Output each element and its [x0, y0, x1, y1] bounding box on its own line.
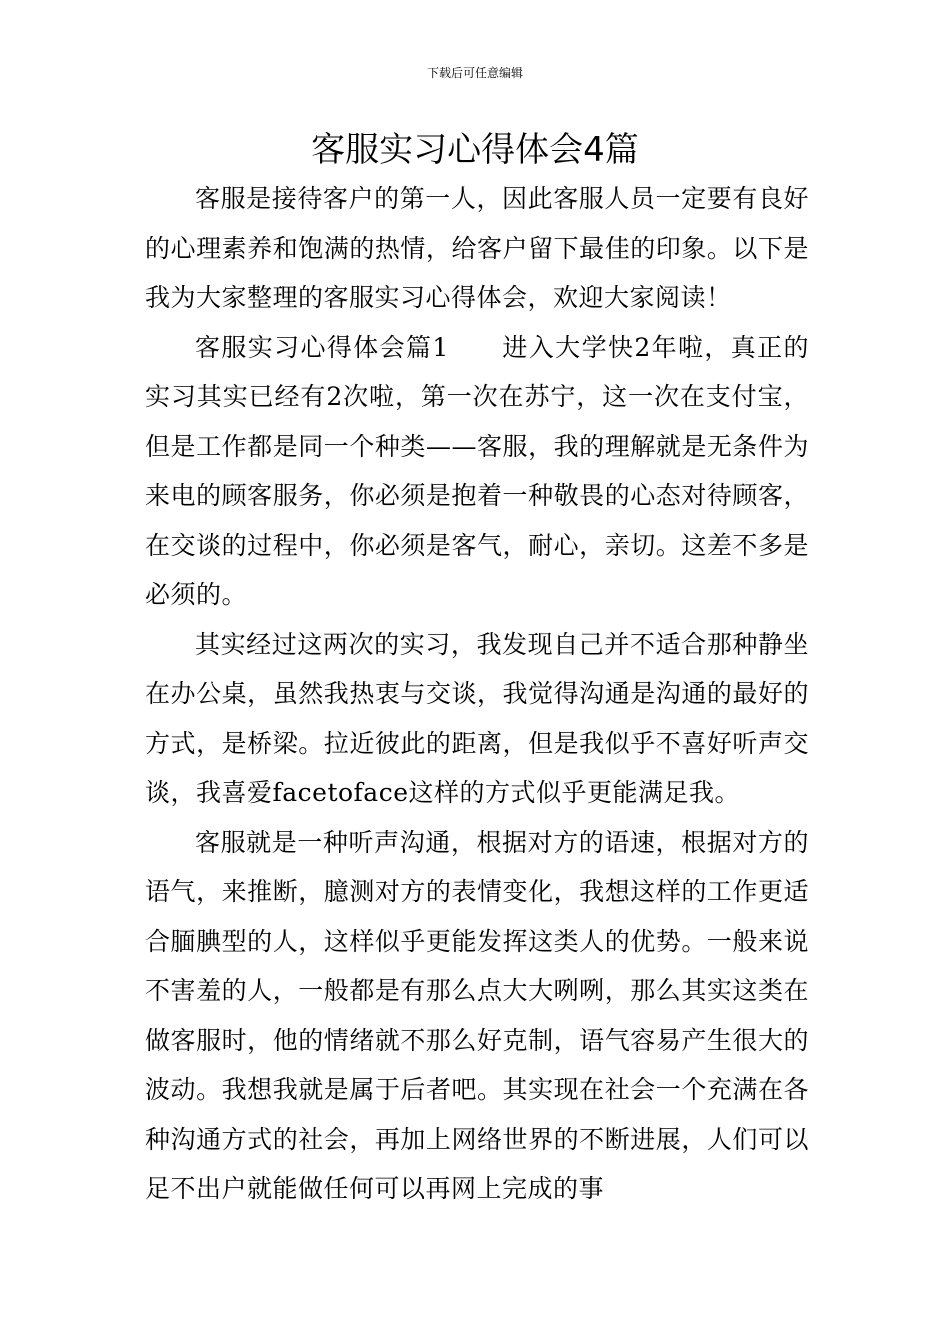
header-note: 下载后可任意编辑	[426, 66, 523, 80]
paragraph-3: 客服就是一种听声沟通，根据对方的语速，根据对方的语气，来推断，臆测对方的表情变化，我想这样的工作更适合腼腆型的人，这样似乎更能发挥这类人的优势。一般来说不害羞的人，一般都是有那么点大大咧咧，那么其实这类在做客服时，他的情绪就不那么好克制，语气容易产生很大的波动。我想我就是属于后者吧。其实现在社会一个充满在各种沟通方式的社会，再加上网络世界的不断进展，人们可以足不出户就能做任何可以再网上完成的事	[145, 827, 809, 1203]
paragraph-1: 客服实习心得体会篇1 进入大学快2年啦，真正的实习其实已经有2次啦，第一次在苏宁，这一次在支付宝，但是工作都是同一个种类——客服，我的理解就是无条件为来电的顾客服务，你必须是抱着一种敬畏的心态对待顾客，在交谈的过程中，你必须是客气，耐心，亲切。这差不多是必须的。	[145, 332, 809, 609]
document-body	[145, 174, 809, 1214]
document-title: 客服实习心得体会4篇	[311, 130, 639, 170]
paragraph-intro: 客服是接待客户的第一人，因此客服人员一定要有良好的心理素养和饱满的热情，给客户留下最佳的印象。以下是我为大家整理的客服实习心得体会，欢迎大家阅读！	[145, 184, 809, 312]
paragraph-2: 其实经过这两次的实习，我发现自己并不适合那种静坐在办公桌，虽然我热衷与交谈，我觉得沟通是沟通的最好的方式，是桥梁。拉近彼此的距离，但是我似乎不喜好听声交谈，我喜爱facetoface这样的方式似乎更能满足我。	[145, 629, 809, 807]
